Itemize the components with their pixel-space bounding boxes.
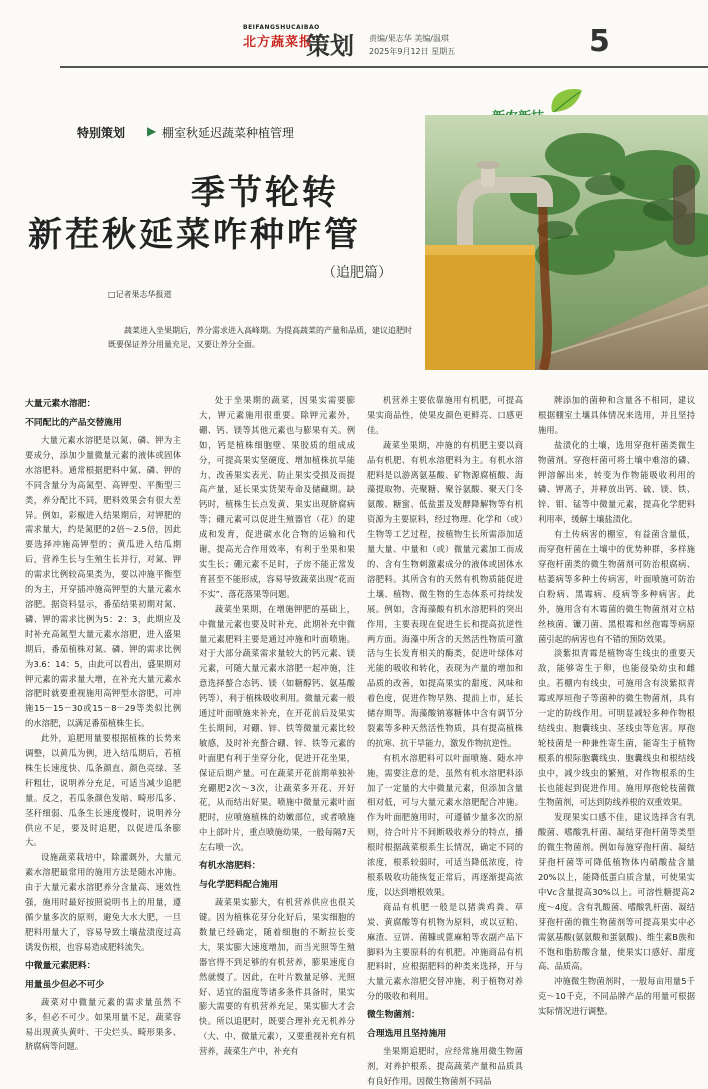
headline-line-2: 新茬秋延菜咋种咋管: [28, 215, 361, 255]
logo-name: 北方蔬菜报: [243, 35, 314, 50]
article-photo: [425, 115, 708, 370]
paragraph: 设施蔬菜栽培中，除灌溉外，大量元素水溶肥最常用的施用方法是随水冲施。由于大量元素水溶肥养分含量高、速效性强，施用时最好按照说明书上的用量，遵循少量多次的原则，避免大水大肥，一旦肥料用量大了，容易导致土壤盐渍度过高诱发伤根，也容易造成肥料流失。: [25, 852, 181, 952]
paragraph: 淡紫拟青霉是植物寄生线虫的重要天敌，能够寄生于卵，也能侵染幼虫和雌虫。若棚内有线虫，可施用含有淡紫拟青霉或厚垣孢子等菌种的微生物菌剂，具有一定的防线作用。可明显减轻多种作物根结线虫、胞囊线虫、茎线虫等危害。厚孢轮枝菌是一种兼性寄生菌，能寄生于植物根系的根际胞囊线虫、胞囊线虫和根结线虫中，减少线虫的繁殖，对作物根系的生长也能起到促进作用。施用厚孢轮枝菌微生物菌剂，可达到防线养根的双重效果。: [538, 648, 695, 808]
paragraph: 冲施微生物菌剂时，一般每亩用量5千克～10千克，不同品牌产品的用量可根据实际情况进行调整。: [538, 976, 695, 1017]
paragraph: 大量元素水溶肥是以氮、磷、钾为主要成分，添加少量微量元素的液体或固体水溶肥料。通常根据肥料中氮、磷、钾的不同含量分为高氮型、高钾型、平衡型三类，养分配比不同，肥料效果会有很大差异。例如，彩椒进入结果期后，对钾肥的需求量大，约是氮肥的2倍～2.5倍，因此要选择冲施高钾型的；黄瓜进入结瓜期后，营养生长与生殖生长并行，对氮、钾的需求比例较高果类为，要以冲施平衡型的为主，开穿插冲施高钾型的大量元素水溶肥。据资料显示，番茄结果初期对氮、磷、钾的需求比例为5：2：3，此期应及时补充高氮型大量元素水溶肥，进入盛果期后，番茄植株对氮、磷、钾的需求比例为3.6：14：5，由此可以看出，盛果期对钾元素的需求量大增，在补充大量元素水溶肥时就要重视施用高钾型水溶肥，可冲施15－15－30或15－8－29等类似比例的水溶肥，以满足番茄植株生长。: [25, 435, 181, 729]
paragraph: 商品有机肥一般是以猪粪鸡粪、草炭、黄腐酸等有机物为原料，或以豆粕、麻渣、豆饼、菌糠或蓖麻粕等农副产品下脚料为主要原料的有机肥。冲施商品有机肥料时，应根据肥料的种类来选择，开与大量元素水溶肥交替冲施，利于植物对养分的吸收和利用。: [367, 901, 523, 1002]
paragraph: 蔬菜对中微量元素的需求量虽然不多，但必不可少。如果用量不足，蔬菜容易出现黄头黄叶、干尖烂头、畸形果多、脐腐病等问题。: [25, 996, 181, 1052]
paragraph: 机营养主要依靠施用有机肥，可提高果实商品性，使果皮颜色更鲜亮、口感更佳。: [367, 395, 523, 435]
logo-pinyin: BEIFANGSHUCAIBAO: [243, 24, 320, 31]
byline: □记者果志华报道: [108, 290, 172, 299]
column-1: [25, 393, 181, 1054]
paragraph: 盐渍化的土壤，选用穿孢杆菌类微生物菌剂。穿孢杆菌可将土壤中难溶的磷、钾溶解出来，转变为作物能吸收利用的磷、钾离子，并释放出钙、硫、镁、铁、锌、钼、锰等中微量元素，提高化学肥料利用率，缓解土壤盐渍化。: [538, 439, 695, 525]
masthead: [0, 0, 708, 72]
faucet-photo-image: [425, 115, 708, 370]
paragraph: 处于坐果期的蔬菜，因果实需要膨大，钾元素施用很重要。除钾元素外，硼、钙、镁等其他元素也与膨果有关。例如，钙是植株细胞壁、果胶质的组成成分，可提高果实坚硬度、增加植株抗旱能力、改善果实表光、防止果实受损及而提高产量，延长果实货架寿命及储藏期。缺钙时，植株生长点发黄、果实出现脐腐病等；硼元素可以促进生殖器官（花）的建成和发育，促进碳水化合物的运输和代谢，提高光合作用效率，有利于坐果和果实生长；硼元素不足时，子房不能正常发育甚至不能形成，容易导致蔬菜出现“花而不实”、落花落果等问题。: [199, 395, 355, 599]
subhead: 不同配比的产品交替施用: [25, 418, 122, 428]
subhead: 中微量元素肥料：: [25, 960, 96, 971]
special-feature-label: 特别策划: [77, 126, 126, 140]
subhead: 与化学肥料配合施用: [199, 880, 279, 891]
subhead: 有机水溶肥料：: [199, 861, 261, 872]
subhead: 大量元素水溶肥：: [25, 399, 96, 409]
lead-paragraph: 蔬菜进入坐果期后，养分需求进入高峰期。为提高蔬菜的产量和品质，建议追肥时既要保证养分用量充足，又要让养分全面。: [108, 326, 412, 349]
paragraph: 蔬菜坐果期，冲施的有机肥主要以商品有机肥、有机水溶肥料为主。有机水溶肥料是以游离氨基酸、矿物源腐植酸、海藻提取物、壳聚糖、聚谷氨酸、聚天门冬氨酸、糖蜜、低盐蛋及发酵降解物等有机资源为主要原料，经过物理、化学和（或）生物等工艺过程，按植物生长所需添加适量大量、中量和（或）微量元素加工而成的、含有生物刺激素成分的液体或固体水溶肥料。其所含有的天然有机物质能促进土壤、植物、微生物的生态体系可持续发展。例如，含海藻酸有机水溶肥料的突出作用，主要表现在促进生长和提高抗逆性两方面。海藻中所含的天然活性物质可激活与生长发育相关的酶类，促进叶绿体对光能的吸收和转化，表现为产量的增加和品质的改善，如提高果实的甜度、风味和着色度，促进作物早熟、提前上市，延长储存期等。海藻酸钠寡糖体中含有调节分裂素等多种天然活性物质，具有提高植株的抗寒、抗干旱能力，激发作物抗逆性。: [367, 439, 523, 748]
paragraph: 发现果实口感不佳，建议选择含有乳酸菌、嗜酸乳杆菌、凝结芽孢杆菌等类型的微生物菌剂。例如每施穿孢杆菌、凝结芽孢杆菌等可降低植物体内硝酸盐含量20%以上，能降低蛋白质含量，可使果实中Vc含量提高30%以上。可溶性糖提高2度～4度。含有乳酸菌、嗜酸乳杆菌、凝结芽孢杆菌的微生物菌剂等可提高果实中必需氨基酸(氨氨酸和蛋氨酸)、维生素B族和不饱和脂肪酸含量，使果实口感好、甜度高、品质高。: [538, 812, 695, 972]
page-number: 5: [589, 24, 610, 59]
special-arrow-icon: ▶: [147, 124, 157, 138]
headline-subtitle: （追肥篇）: [322, 265, 392, 281]
paragraph: 牌添加的菌种和含量各不相同，建议根据棚室土壤具体情况来选用，并且坚持施用。: [538, 395, 695, 435]
paragraph: 蔬菜坐果期，在增施钾肥的基础上，中微量元素也要及时补充，此期补充中微量元素肥料主要是通过冲施和叶面喷施。对于大部分蔬菜需求量较大的钙元素、镁元素，可随大量元素水溶肥一起冲施，注意选择螯合态钙、镁（如糖醇钙、氨基酸钙等），利于植株吸收利用。微量元素一般通过叶面喷施来补充，在开花前后及果实生长期间，对硼、锌、铁等微量元素比较敏感，及时补充螯合硼、锌、铁等元素的叶面肥有利于坐穿分化，促进开花坐果，保证后期产量。可在蔬菜开花前期单独补充硼肥2次～3次，让蔬菜多开花、开好花，从而结出好果。喷施中微量元素叶面肥时，应喷施植株的幼嫩部位，或者喷施中上部叶片，重点喷施幼果，一般每隔7天左右喷一次。: [199, 603, 355, 853]
paragraph: 坐果期追肥时，应经常施用微生物菌剂，对养护根系、提高蔬菜产量和品质具有良好作用。因微生物菌剂不同品: [367, 1046, 523, 1086]
paragraph: 蔬菜果实膨大，有机营养供应也很关键。因为植株花芽分化好后，果实细胞的数量已经确定，随着细胞的不断拉长变大，果实膨大速度增加，而当光照等生殖器官得不到足够的有机营养，膨果速度自然就慢了。因此，在叶片数量足够、光照好、适宜的温度等诸多条件具备时，果实膨大需要的有机营养充足，果实膨大才会快。所以追肥时，既要合理补充无机养分（大、中、微量元素），又要重视补充有机营养，蔬菜生产中，补充有: [199, 897, 355, 1057]
subhead: 微生物菌剂：: [367, 1010, 420, 1021]
section-name: 策划: [306, 32, 354, 60]
paragraph: 有土传病害的棚室，有益菌含量低，而穿孢杆菌在土壤中的优势种群，多样施穿孢杆菌类的微生物菌剂可防治根腐病、枯萎病等多种土传病害，叶面喷施可防治白粉病、黑霉病、疫病等多种病害。此外，施用含有木霉菌的微生物菌剂对立枯丝核菌、镰刀菌、黑根霉和丝孢霉等病原菌引起的病害也有不错的预防效果。: [538, 529, 695, 644]
date-line: 2025年9月12日 星期五: [369, 47, 456, 56]
headline-line-1: 季节轮转: [191, 173, 339, 213]
column-2: [199, 393, 355, 1059]
paragraph: 有机水溶肥料可以叶面喷施、随水冲施，需要注意的是，虽然有机水溶肥料添加了一定量的大中微量元素，但添加含量相对低，可与大量元素水溶肥配合冲施。作为叶面肥施用时，可遵循少量多次的原则，待合叶片不间断吸收养分的特点，播根时根据蔬菜根系生长情况，确定不同的浓度，根系较弱时，可适当降低浓度，待根系吸收功能恢复正常后，再逐渐提高浓度，以达到增根效果。: [367, 752, 523, 897]
masthead-rule: [60, 66, 708, 68]
topic-label: 棚室秋延迟蔬菜种植管理: [162, 126, 295, 140]
column-4: [538, 393, 695, 1019]
paragraph: 此外，追肥用量要根据植株的长势来调整，以黄瓜为例，进入结瓜期后，若植株生长速度快、瓜条颜直、颜色亮绿、茎秆粗壮，说明养分充足，可适当减少追肥量。反之，若瓜条颜色发暗、畸形瓜多、茎秆细弱、瓜条生长速度慢时，说明养分供应不足，要及时追肥，以促进瓜条膨大。: [25, 733, 181, 848]
column-3: [367, 393, 523, 1089]
subhead: 合理选用且坚持施用: [367, 1029, 447, 1040]
subhead: 用量虽少但必不可少: [25, 979, 105, 990]
editor-line: 责编/果志华 美编/温琪: [369, 34, 449, 43]
